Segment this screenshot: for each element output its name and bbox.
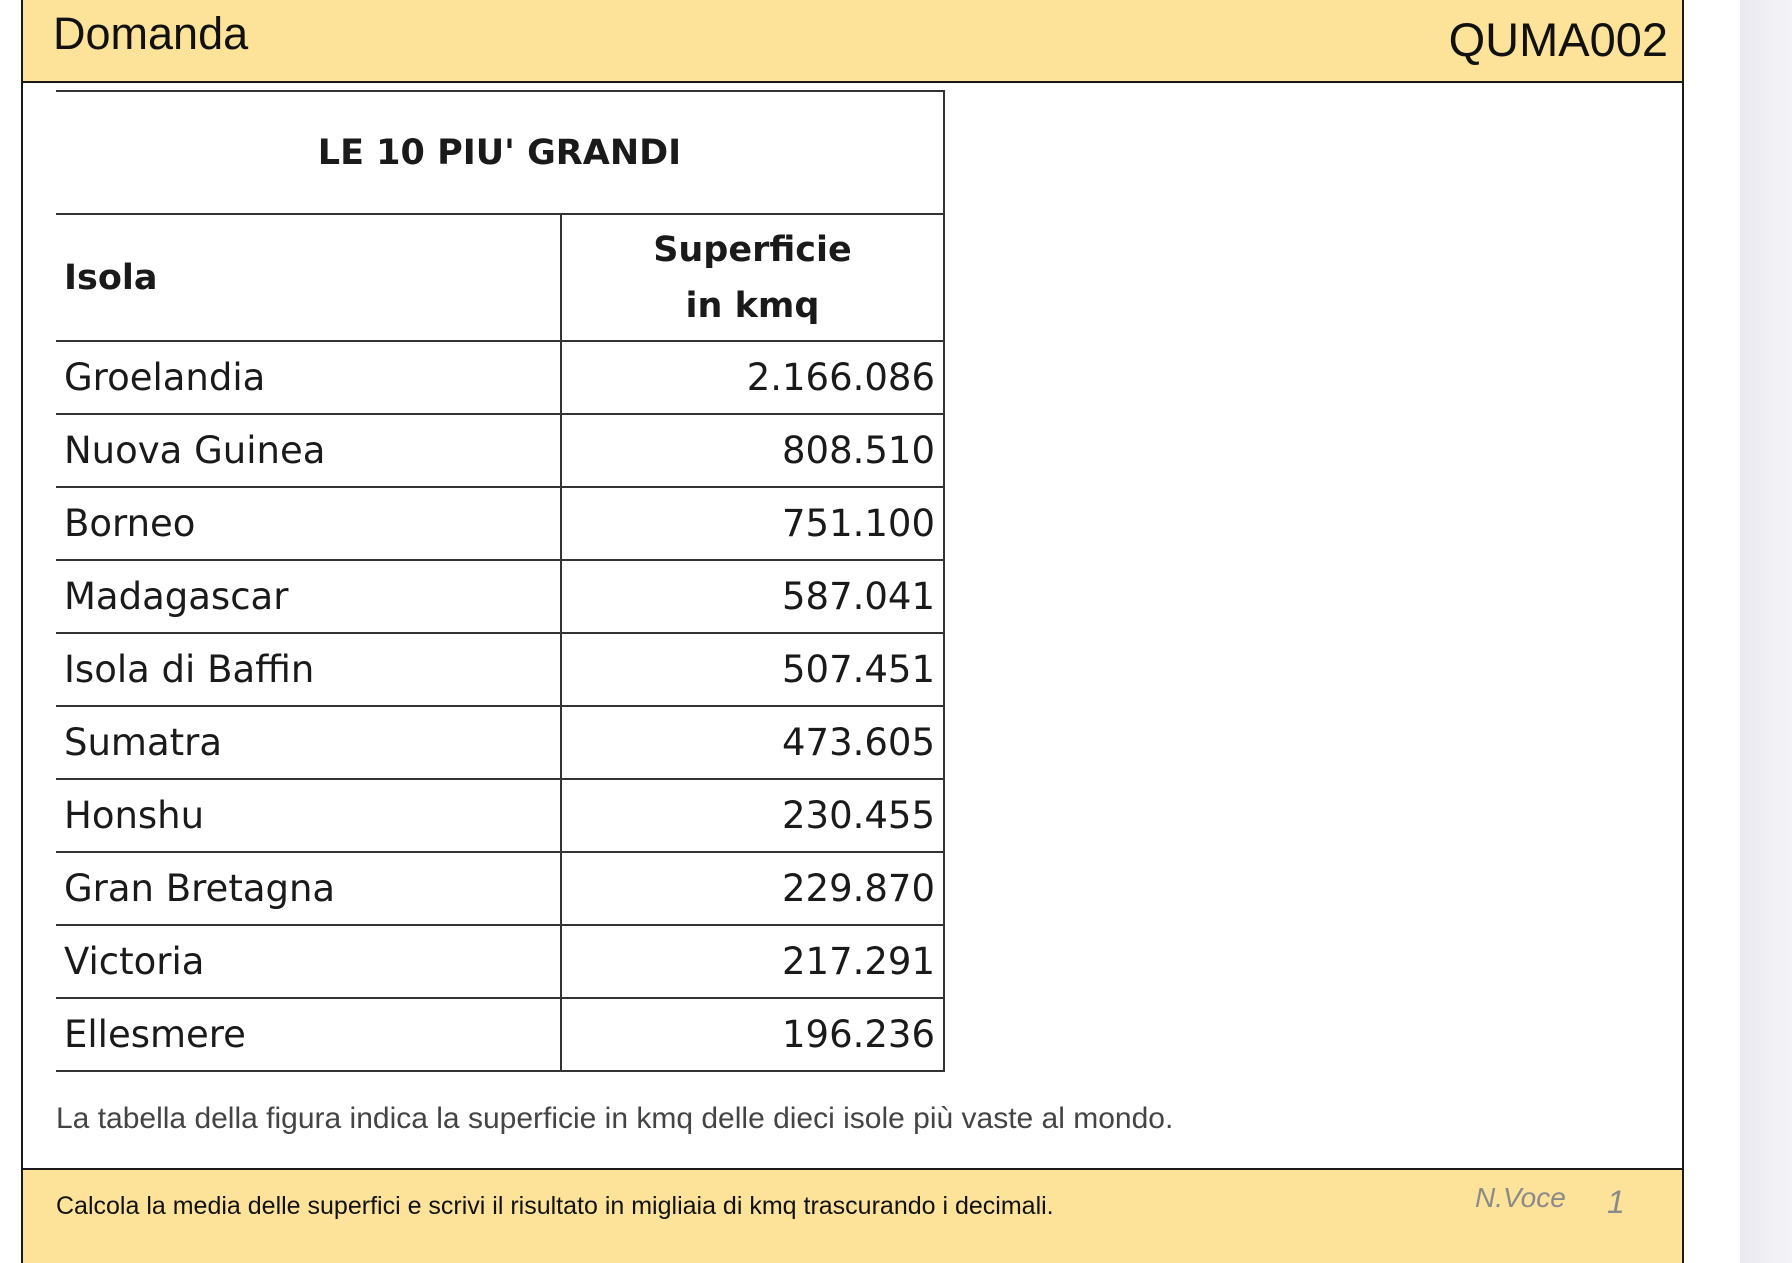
question-footer [23,1168,1682,1263]
table-row [56,633,944,706]
column-header-isola: Isola [56,214,561,341]
voce-label: N.Voce [1475,1182,1566,1213]
table-row [56,852,944,925]
table-row [56,487,944,560]
island-name: Borneo [56,487,561,560]
island-area: 217.291 [561,925,944,998]
island-name: Honshu [56,779,561,852]
island-area: 507.451 [561,633,944,706]
island-area: 587.041 [561,560,944,633]
table-row [56,706,944,779]
table-row [56,414,944,487]
header-label: Domanda [53,8,249,59]
island-area: 229.870 [561,852,944,925]
island-area: 808.510 [561,414,944,487]
question-card [21,0,1684,1263]
table-caption: La tabella della figura indica la superficie in kmq delle dieci isole più vaste al mondo. [56,1102,1174,1135]
right-margin [1688,0,1740,1263]
column-header-superficie-line2: in kmq [685,285,820,326]
table-row [56,998,944,1071]
island-name: Ellesmere [56,998,561,1071]
island-name: Isola di Baffin [56,633,561,706]
islands-table-figure [56,90,945,1072]
table-row [56,341,944,414]
scrollbar-track[interactable] [1740,0,1792,1263]
island-area: 473.605 [561,706,944,779]
island-name: Groelandia [56,341,561,414]
table-row [56,779,944,852]
island-name: Gran Bretagna [56,852,561,925]
question-code: QUMA002 [1448,13,1668,66]
islands-table [56,90,945,1072]
island-area: 230.455 [561,779,944,852]
question-text: Calcola la media delle superfici e scrivi il risultato in migliaia di kmq trascurando i decimali. [56,1192,1054,1220]
table-title: LE 10 PIU' GRANDI [56,91,944,214]
island-name: Victoria [56,925,561,998]
question-header [23,0,1682,83]
island-area: 751.100 [561,487,944,560]
voce-number: 1 [1607,1184,1625,1220]
column-header-superficie [561,214,944,341]
column-header-superficie-line1: Superficie [653,229,852,270]
table-row [56,925,944,998]
island-name: Madagascar [56,560,561,633]
island-name: Sumatra [56,706,561,779]
island-area: 2.166.086 [561,341,944,414]
table-row [56,560,944,633]
island-area: 196.236 [561,998,944,1071]
island-name: Nuova Guinea [56,414,561,487]
table-header-row [56,214,944,341]
